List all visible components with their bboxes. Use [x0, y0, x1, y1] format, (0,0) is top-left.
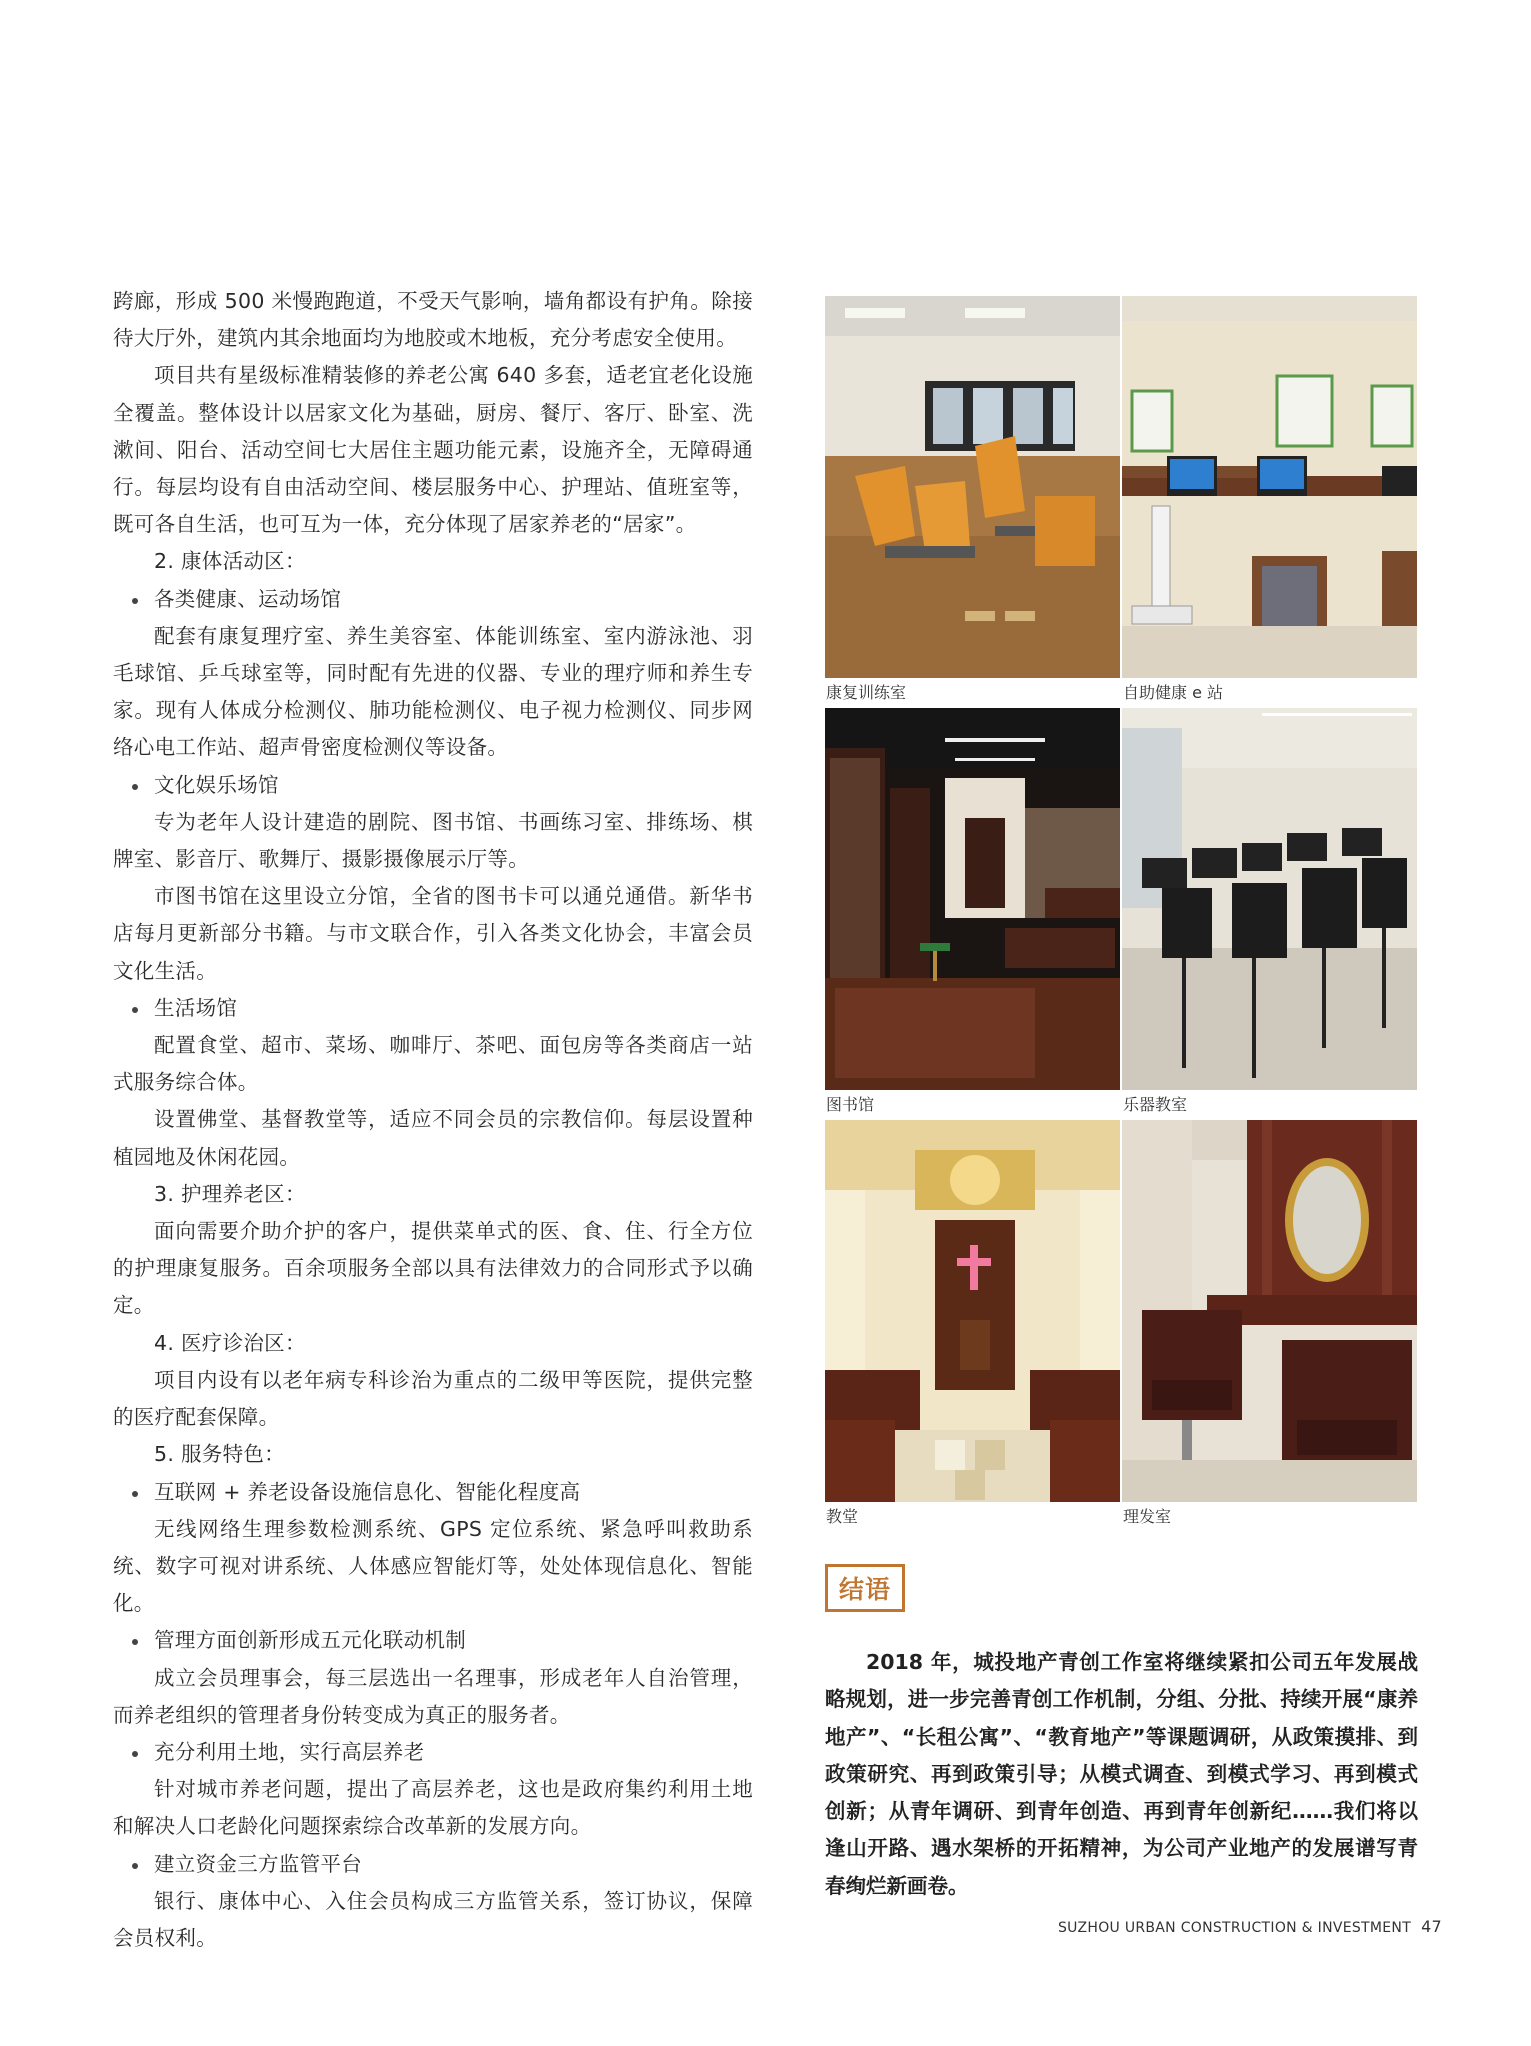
bullet-item: [113, 1846, 753, 1883]
conclusion-paragraph: 2018 年，城投地产青创工作室将继续紧扣公司五年发展战略规划，进一步完善青创工作机制，分组、分批、持续开展“康养地产”、“长租公寓”、“教育地产”等课题调研，从政策摸排、到政策研究、再到政策引导；从模式调查、到模式学习、再到模式创新；从青年调研、到青年创造、再到青年创新纪……我们将以逢山开路、遇水架桥的开拓精神，为公司产业地产的发展谱写青春绚烂新画卷。: [825, 1650, 1418, 1898]
conclusion-heading: 结语: [825, 1564, 905, 1612]
body-paragraph: 银行、康体中心、入住会员构成三方监管关系，签订协议，保障会员权利。: [113, 1888, 753, 1950]
photo-grid: [825, 296, 1418, 1532]
rehab-room-photo: [825, 296, 1120, 678]
bullet-text: 文化娱乐场馆: [154, 772, 279, 797]
chapel-photo: [825, 1120, 1120, 1502]
bullet-text: 互联网 + 养老设备设施信息化、智能化程度高: [154, 1479, 581, 1504]
body-paragraph: 跨廊，形成 500 米慢跑跑道，不受天气影响，墙角都设有护角。除接待大厅外，建筑内其余地面均为地胶或木地板，充分考虑安全使用。: [113, 289, 753, 351]
bullet-text: 各类健康、运动场馆: [154, 586, 342, 611]
photo-caption: 康复训练室: [826, 683, 907, 702]
body-paragraph: 3. 护理养老区：: [154, 1181, 306, 1206]
body-paragraph: 5. 服务特色：: [154, 1442, 285, 1467]
body-paragraph: 2. 康体活动区：: [154, 549, 306, 574]
bullet-dot-icon: [132, 598, 138, 604]
body-paragraph: 设置佛堂、基督教堂等，适应不同会员的宗教信仰。每层设置种植园地及休闲花园。: [113, 1107, 753, 1169]
body-paragraph: 配套有康复理疗室、养生美容室、体能训练室、室内游泳池、羽毛球馆、乒乓球室等，同时配有先进的仪器、专业的理疗师和养生专家。现有人体成分检测仪、肺功能检测仪、电子视力检测仪、同步网络心电工作站、超声骨密度检测仪等设备。: [113, 623, 753, 760]
bullet-text: 建立资金三方监管平台: [154, 1851, 362, 1876]
bullet-item: [113, 581, 753, 618]
bullet-dot-icon: [132, 1863, 138, 1869]
body-paragraph: 针对城市养老问题，提出了高层养老，这也是政府集约利用土地和解决人口老龄化问题探索综合改革新的发展方向。: [113, 1777, 753, 1839]
page-number: 47: [1421, 1917, 1443, 1936]
page-footer: [1058, 1917, 1442, 1936]
health-station-photo: [1122, 296, 1417, 678]
photo-caption: 自助健康 e 站: [1123, 683, 1224, 702]
photo-caption: 教堂: [826, 1507, 859, 1526]
bullet-dot-icon: [132, 1007, 138, 1013]
library-photo: [825, 708, 1120, 1090]
body-paragraph: 项目内设有以老年病专科诊治为重点的二级甲等医院，提供完整的医疗配套保障。: [113, 1367, 753, 1430]
body-paragraph: 无线网络生理参数检测系统、GPS 定位系统、紧急呼叫救助系统、数字可视对讲系统、人体感应智能灯等，处处体现信息化、智能化。: [113, 1516, 753, 1616]
body-paragraph: 项目共有星级标准精装修的养老公寓 640 多套，适老宜老化设施全覆盖。整体设计以居家文化为基础，厨房、餐厅、客厅、卧室、洗漱间、阳台、活动空间七大居住主题功能元素，设施齐全，无障碍通行。每层均设有自由活动空间、楼层服务中心、护理站、值班室等，既可各自生活，也可互为一体，充分体现了居家养老的“居家”。: [113, 363, 753, 537]
bullet-dot-icon: [132, 1751, 138, 1757]
body-paragraph: 面向需要介助介护的客户，提供菜单式的医、食、住、行全方位的护理康复服务。百余项服务全部以具有法律效力的合同形式予以确定。: [113, 1219, 753, 1318]
bullet-text: 管理方面创新形成五元化联动机制: [154, 1628, 466, 1653]
bullet-dot-icon: [132, 1491, 138, 1497]
conclusion-text: [825, 1644, 1418, 1905]
journal-name: SUZHOU URBAN CONSTRUCTION & INVESTMENT: [1058, 1920, 1412, 1936]
body-paragraph: 成立会员理事会，每三层选出一名理事，形成老年人自治管理，而养老组织的管理者身份转变成为真正的服务者。: [113, 1665, 753, 1727]
body-paragraph: 配置食堂、超市、菜场、咖啡厅、茶吧、面包房等各类商店一站式服务综合体。: [113, 1033, 753, 1095]
bullet-text: 充分利用土地，实行高层养老: [154, 1739, 425, 1764]
body-paragraph: 专为老年人设计建造的剧院、图书馆、书画练习室、排练场、棋牌室、影音厅、歌舞厅、摄影摄像展示厅等。: [113, 809, 753, 872]
photo-caption: 理发室: [1123, 1507, 1172, 1526]
bullet-item: [113, 1734, 753, 1771]
photo-caption: 乐器教室: [1123, 1095, 1188, 1114]
bullet-text: 生活场馆: [154, 995, 238, 1020]
bullet-item: [113, 767, 753, 804]
bullet-item: [113, 990, 753, 1027]
barber-room-photo: [1122, 1120, 1417, 1502]
body-paragraph: 市图书馆在这里设立分馆，全省的图书卡可以通兑通借。新华书店每月更新部分书籍。与市文联合作，引入各类文化协会，丰富会员文化生活。: [113, 884, 753, 983]
music-room-photo: [1122, 708, 1417, 1090]
photo-caption: 图书馆: [826, 1095, 875, 1114]
bullet-item: [113, 1622, 753, 1659]
bullet-item: [113, 1474, 753, 1511]
bullet-dot-icon: [132, 784, 138, 790]
body-text-column: [113, 283, 753, 1957]
body-paragraph: 4. 医疗诊治区：: [154, 1330, 306, 1355]
